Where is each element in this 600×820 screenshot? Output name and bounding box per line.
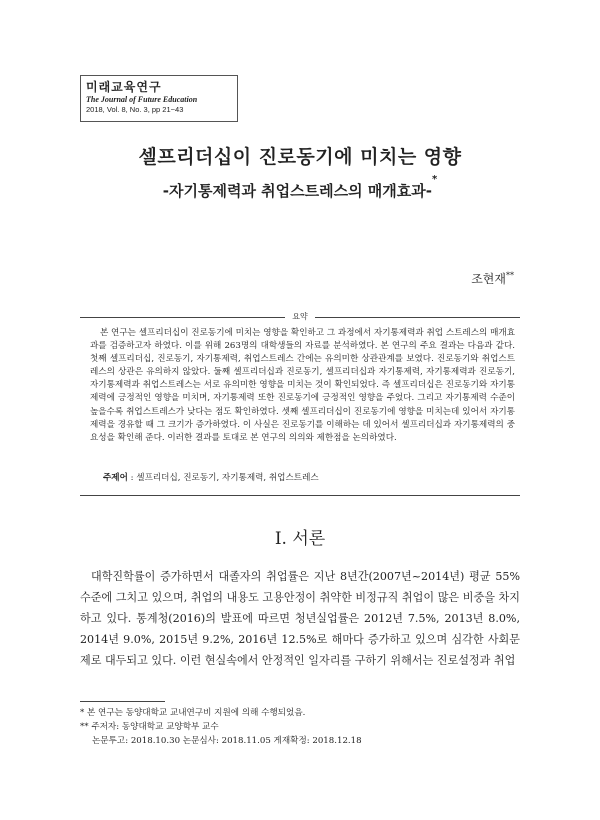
keywords-label: 주제어: [103, 473, 128, 483]
subtitle-footnote-mark: *: [432, 174, 438, 185]
journal-info-box: [80, 75, 238, 122]
keywords-line: [103, 471, 319, 483]
footnote-funding: * 본 연구는 동양대학교 교내연구비 지원에 의해 수행되었음.: [80, 708, 306, 718]
footnote-author: ** 주저자: 동양대학교 교양학부 교수: [80, 722, 219, 732]
journal-volume-info: 2018, Vol. 8, No. 3, pp 21~43: [86, 105, 184, 114]
abstract-header: [80, 311, 520, 323]
paper-subtitle: [0, 174, 600, 201]
author-name: [471, 270, 514, 287]
abstract-text: 본 연구는 셀프리더십이 진로동기에 미치는 영향을 확인하고 그 과정에서 자기통제력과 취업 스트레스의 매개효과를 검증하고자 하였다. 이를 위해 263명의 대학생들의 자료를 분석하였다. 본 연구의 주요 결과는 다음과 같다. 첫째 셀프리더십, 진로동기, 자기통제력, 취업스트레스 간에는 유의미한 상관관계를 보였다. 진로동기와 취업스트레스의 상관은 유의하지 않았다. 둘째 셀프리더십과 진로동기, 셀프리더십과 자기통제력, 자기통제력과 진로동기, 자기통제력과 취업스트레스는 서로 유의미한 영향을 미치는 것이 확인되었다. 즉 셀프리더십은 진로동기와 자기통제력에 긍정적인 영향을 미치며, 자기통제력 또한 진로동기에 긍정적인 영향을 주었다. 그리고 자기통제력 수준이 높을수록 취업스트레스가 낮다는 점도 확인하였다. 셋째 셀프리더십이 진로동기에 영향을 미치는데 있어서 자기통제력을 경유할 때 그 크기가 증가하였다. 이 사실은 진로동기를 이해하는 데 있어서 셀프리더십과 자기통제력의 중요성을 확인해 준다. 이러한 결과를 토대로 본 연구의 의의와 제한점을 논의하였다.: [90, 328, 515, 443]
journal-title-english: The Journal of Future Education: [86, 95, 198, 104]
author-footnote-mark: **: [506, 271, 514, 280]
footnote-dates: 논문투고: 2018.10.30 논문심사: 2018.11.05 게재확정: 2018.12.18: [92, 736, 362, 746]
paper-title: 셀프리더십이 진로동기에 미치는 영향: [138, 146, 462, 168]
footnote-rule: [80, 701, 165, 702]
abstract-label: 요약: [292, 312, 308, 321]
paper-subtitle-text: -자기통제력과 취업스트레스의 매개효과-: [162, 182, 432, 200]
abstract-rule-right: [315, 317, 520, 318]
body-paragraph: 대학진학률이 증가하면서 대졸자의 취업률은 지난 8년간(2007년~2014년) 평균 55%수준에 그치고 있으며, 취업의 내용도 고용안정이 취약한 비정규직 취업이 많은 비중을 차지하고 있다. 통계청(2016)의 발표에 따르면 청년실업률은 2012년 7.5%, 2013년 8.0%, 2014년 9.0%, 2015년 9.2%, 2016년 12.5%로 해마다 증가하고 있으며 심각한 사회문제로 대두되고 있다. 이런 현실속에서 안정적인 일자리를 구하기 위해서는 진로설정과 취업: [80, 570, 520, 667]
abstract-bottom-rule: [80, 495, 520, 496]
section-heading: Ⅰ. 서론: [274, 529, 326, 549]
journal-title-korean: 미래교육연구: [86, 80, 162, 94]
keywords-values: : 셀프리더십, 진로동기, 자기통제력, 취업스트레스: [130, 473, 319, 483]
author-name-text: 조현재: [471, 272, 506, 286]
footnotes: [80, 706, 362, 748]
